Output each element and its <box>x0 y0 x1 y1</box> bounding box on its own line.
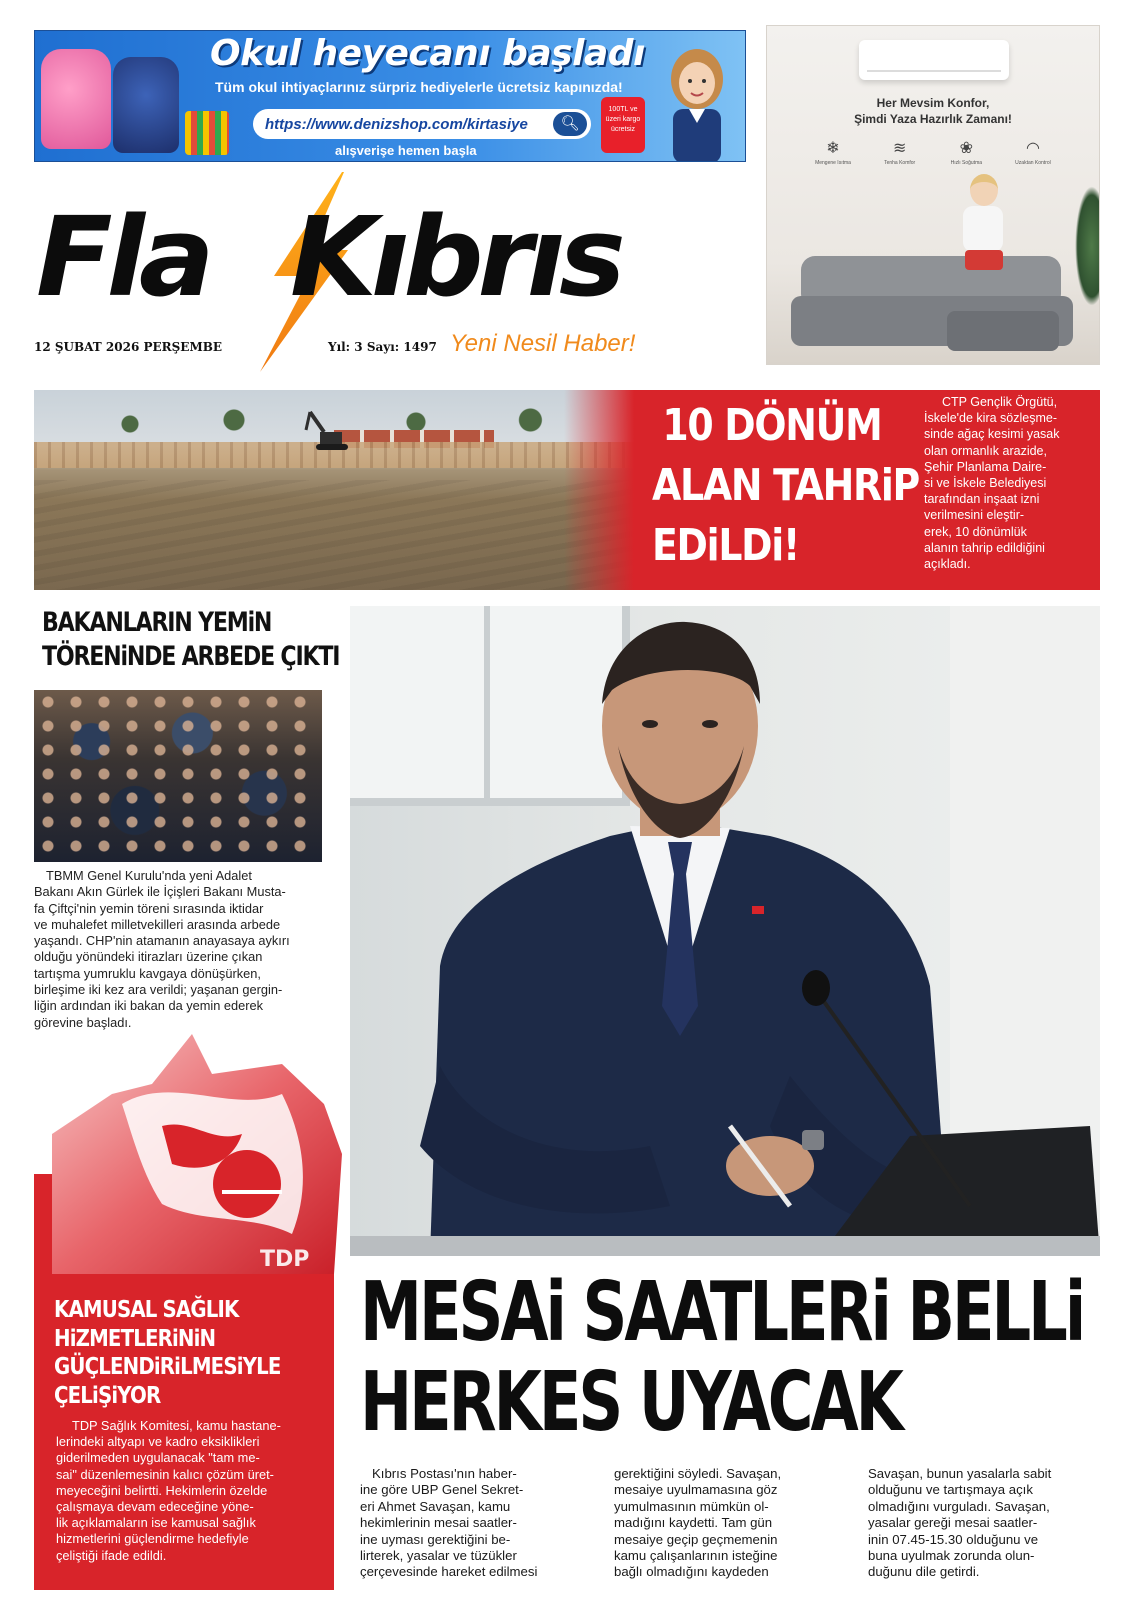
party-flag-image <box>52 1034 342 1274</box>
ottoman-image <box>947 311 1059 351</box>
logo[interactable] <box>36 193 620 321</box>
main-story-body <box>360 1466 1100 1581</box>
air-conditioner-image <box>859 40 1009 80</box>
child-shirt <box>963 206 1003 252</box>
child-image <box>970 174 998 206</box>
feature-item: ❄︎ Mengene Isıtma <box>807 138 859 166</box>
cleared-land-photo <box>34 390 634 590</box>
party-story-headline[interactable]: KAMUSAL SAĞLIK HiZMETLERiNiN GÜÇLENDiRiLMESiYLE ÇELiŞiYOR <box>54 1297 281 1409</box>
party-story-body: TDP Sağlık Komitesi, kamu hastane- lerindeki altyapı ve kadro eksiklikleri giderilmeden uygulanacak "tam me- sai" düzenlemesinin kalıcı çözüm üret- meyeceğini belirtti. Hekimlerin özelde çalışmaya devam edeceğine yöne- lik açıklamaların ise kamusal sağlık hizmetlerini güçlendirme hedefiyle çeliştiği ifade edildi. <box>56 1418 281 1563</box>
feature-item: ❀ Hızlı Soğutma <box>940 138 992 166</box>
logo-left: Fla <box>36 193 209 321</box>
ad-subtitle: Tüm okul ihtiyaçlarınız sürpriz hediyelerle ücretsiz kapınızda! <box>215 79 623 95</box>
feature-item: ≋ Tenha Komfor <box>874 138 926 166</box>
air-conditioner-ad[interactable] <box>766 25 1100 365</box>
ad-url[interactable]: https://www.denizshop.com/kirtasiye <box>265 115 528 133</box>
feature-list <box>807 138 1059 166</box>
pencil-cup-image <box>185 111 229 155</box>
photo-fade <box>564 390 634 590</box>
top-story-headline[interactable]: 10 DÖNÜM ALAN TAHRiP EDiLDi! <box>652 400 920 571</box>
main-story-photo <box>350 606 1100 1256</box>
ad-tagline-1: Her Mevsim Konfor, <box>876 96 990 110</box>
ad-headline: Okul heyecanı başladı <box>210 33 645 74</box>
logo-right: Kıbrıs <box>290 193 620 321</box>
ad-url-box[interactable] <box>253 109 591 139</box>
body-column-1: Kıbrıs Postası'nın haber- ine göre UBP Genel Sekret- eri Ahmet Savaşan, kamu hekimlerinin mesai saatler- ine uyması gerektiğini be- lirterek, yasalar ve tüzükler çerçevesinde hareket edilmesi <box>360 1466 538 1580</box>
fan-icon: ❀ <box>959 140 974 157</box>
body-column-3: Savaşan, bunun yasalarla sabit olduğunu ve tartışmaya açık olmadığını vurguladı. Savaşan, yasalar gereği mesai saatler- inin 07.45-15.30 olduğunu ve buna uyulmak zorunda olun- duğunu dile getirdi. <box>868 1466 1052 1580</box>
schoolgirl-image <box>655 39 739 162</box>
main-story-headline[interactable]: MESAi SAATLERi BELLi HERKES UYACAK <box>360 1265 1084 1450</box>
issue-number: Yıl: 3 Sayı: 1497 <box>328 340 437 354</box>
masthead <box>34 172 746 372</box>
wifi-icon: ◠ <box>1025 140 1040 157</box>
plant-image <box>1075 186 1099 306</box>
ad-cta[interactable]: alışverişe hemen başla <box>335 143 477 158</box>
left-story-headline[interactable]: BAKANLARIN YEMiN TÖRENiNDE ARBEDE ÇIKTI <box>42 607 340 672</box>
party-flag-text: TDP <box>260 1247 310 1272</box>
left-story-body: TBMM Genel Kurulu'nda yeni Adalet Bakanı Akın Gürlek ile İçişleri Bakanı Musta- fa Çiftçi'nin yemin töreni sırasında iktidar ve muhalefet milletvekilleri arasında arbede yaşandı. CHP'nin atamanın anayasaya aykırı olduğu yönündeki itirazları üzerine çıkan tartışma yumruklu kavgaya dönüşürken, birleşime iki kez ara verildi; yaşanan gergin- liğin ardından iki bakan da yemin ederek görevine başladı. <box>34 868 290 1030</box>
feature-item: ◠ Uzaktan Kontrol <box>1007 138 1059 166</box>
pink-backpack-image <box>41 49 111 149</box>
thermometer-icon: ❄︎ <box>826 140 840 157</box>
free-shipping-badge: 100TL ve üzeri kargo ücretsiz <box>601 97 645 153</box>
body-column-2: gerektiğini söyledi. Savaşan, mesaiye uyulmamasına göz yumulmasının mümkün ol- madığını kaydetti. Tam gün mesaiye geçip geçmemenin kamu çalışanlarının isteğine bağlı olmadığını kaydeden <box>614 1466 782 1580</box>
search-icon[interactable]: 🔍︎ <box>553 112 587 136</box>
parliament-brawl-photo <box>34 690 322 862</box>
ad-tagline-2: Şimdi Yaza Hazırlık Zamanı! <box>854 112 1012 126</box>
issue-date: 12 ŞUBAT 2026 PERŞEMBE <box>34 340 223 354</box>
excavator-image <box>302 408 354 452</box>
top-story[interactable] <box>34 390 1100 590</box>
blue-backpack-image <box>113 57 179 153</box>
top-story-summary: CTP Gençlik Örgütü, İskele'de kira sözleşme- sinde ağaç kesimi yasak olan ormanlık arazide, Şehir Planlama Daire- si ve İskele Belediyesi tarafından inşaat izni verilmesini eleştir- erek, 10 dönümlük alanın tahrip edildiğini açıkladı. <box>924 395 1060 572</box>
speaker-illustration <box>350 606 1100 1256</box>
slogan: Yeni Nesil Haber! <box>450 330 636 357</box>
airflow-icon: ≋ <box>892 140 907 157</box>
child-shorts <box>965 250 1003 270</box>
dirt-field <box>34 480 634 590</box>
school-supplies-ad[interactable] <box>34 30 746 162</box>
